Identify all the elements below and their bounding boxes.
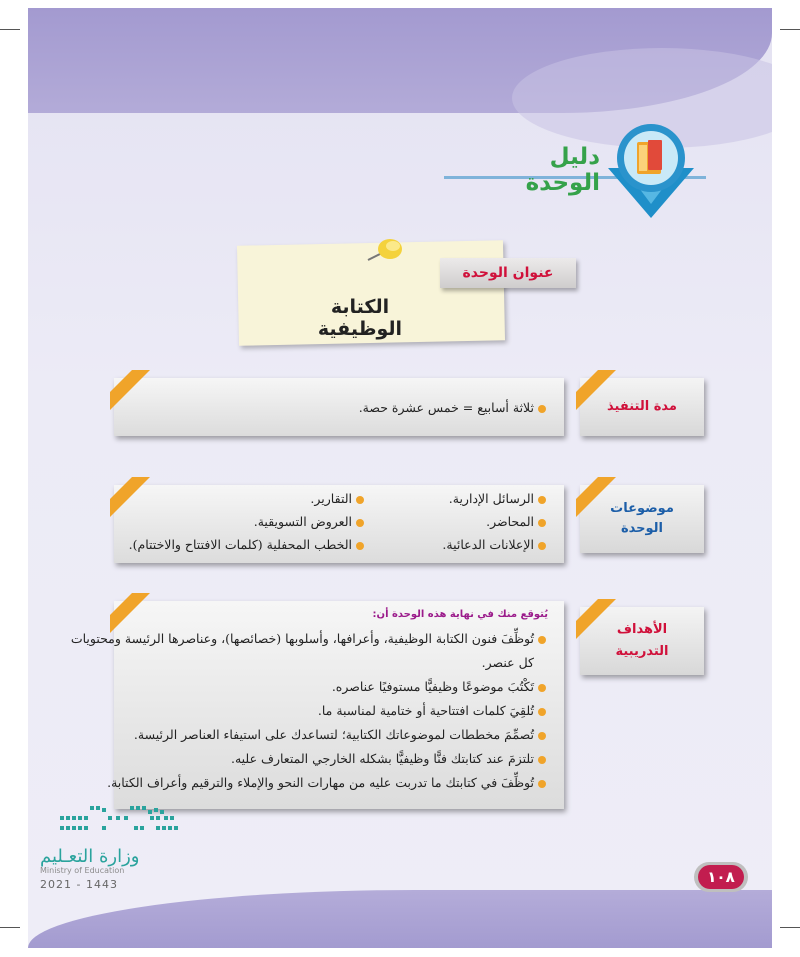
crop-mark bbox=[780, 29, 800, 30]
orange-corner-icon bbox=[110, 593, 158, 641]
pushpin-icon bbox=[362, 236, 408, 272]
topics-label-line1: موضوعات bbox=[610, 501, 674, 516]
duration-label: مدة التنفيذ bbox=[607, 399, 677, 414]
topics-label-line2: الوحدة bbox=[620, 521, 664, 536]
bullet-icon bbox=[538, 405, 546, 413]
duration-text: ثلاثة أسابيع = خمس عشرة حصة. bbox=[358, 400, 534, 415]
crop-mark bbox=[780, 927, 800, 928]
crop-mark bbox=[0, 29, 20, 30]
goal-item-continuation: كل عنصر. bbox=[481, 655, 534, 670]
ministry-logo-icon bbox=[60, 804, 180, 836]
crop-mark bbox=[0, 927, 20, 928]
goal-item: تَكْتُبَ موضوعًا وظيفيًّا مستوفيًا عناصره. bbox=[332, 679, 546, 694]
topic-item: العروض التسويقية. bbox=[254, 514, 364, 529]
topic-item: الإعلانات الدعائية. bbox=[442, 537, 546, 552]
goals-label-line2: التدريبية bbox=[615, 644, 669, 659]
goal-item: تلتزمَ عند كتابتك فنًّا وظيفيًّا بشكله الخارجي المتعارف عليه. bbox=[231, 751, 546, 766]
bullet-icon bbox=[356, 496, 364, 504]
topic-item: الرسائل الإدارية. bbox=[449, 491, 546, 506]
goal-item: تُصمِّمَ مخططات لموضوعاتك الكتابية؛ لتساعدك على استيفاء العناصر الرئيسة. bbox=[134, 727, 546, 742]
duration-item bbox=[359, 400, 546, 415]
bullet-icon bbox=[538, 756, 546, 764]
unit-name: الكتابة الوظيفية bbox=[317, 296, 403, 340]
orange-corner-icon bbox=[576, 370, 624, 418]
bullet-icon bbox=[538, 496, 546, 504]
bullet-icon bbox=[538, 684, 546, 692]
duration-content-box bbox=[114, 378, 564, 436]
goal-item: تُوظِّفَ في كتابتك ما تدربت عليه من مهارات النحو والإملاء والترقيم وأعراف الكتابة. bbox=[107, 775, 546, 790]
orange-corner-icon bbox=[110, 477, 158, 525]
goals-label-line1: الأهداف bbox=[616, 622, 668, 637]
edition-year: 2021 - 1443 bbox=[40, 878, 118, 891]
topic-item: الخطب المحفلية (كلمات الافتتاح والاختتام). bbox=[129, 537, 364, 552]
bullet-icon bbox=[538, 542, 546, 550]
topic-item: المحاضر. bbox=[486, 514, 546, 529]
page-number-badge bbox=[694, 862, 748, 892]
page-title: دليل الوحدة bbox=[525, 144, 600, 196]
bullet-icon bbox=[538, 780, 546, 788]
bullet-icon bbox=[356, 519, 364, 527]
bullet-icon bbox=[538, 708, 546, 716]
goal-item: تُوظِّفَ فنون الكتابة الوظيفية، وأعرافها، وأسلوبها (خصائصها)، وعناصرها الرئيسة ومحتويات bbox=[71, 631, 546, 646]
goal-item: تُلقِيَ كلمات افتتاحية أو ختامية لمناسبة ما. bbox=[318, 703, 546, 718]
topic-item: التقارير. bbox=[310, 491, 364, 506]
ministry-name-english: Ministry of Education bbox=[40, 866, 125, 875]
goals-content-box bbox=[70, 601, 564, 809]
page-number: ١٠٨ bbox=[698, 865, 744, 889]
topics-content-box bbox=[114, 485, 564, 563]
bullet-icon bbox=[538, 732, 546, 740]
orange-corner-icon bbox=[576, 477, 624, 525]
goals-intro: يُتوقع منك في نهاية هذه الوحدة أن: bbox=[372, 609, 548, 620]
unit-title-tab: عنوان الوحدة bbox=[440, 258, 576, 288]
bullet-icon bbox=[538, 519, 546, 527]
orange-corner-icon bbox=[110, 370, 158, 418]
bullet-icon bbox=[356, 542, 364, 550]
orange-corner-icon bbox=[576, 599, 624, 647]
ministry-name-arabic: وزارة التعـليم bbox=[40, 846, 140, 867]
bullet-icon bbox=[538, 636, 546, 644]
bottom-decorative-band bbox=[28, 890, 772, 948]
book-emblem-icon bbox=[604, 120, 698, 220]
